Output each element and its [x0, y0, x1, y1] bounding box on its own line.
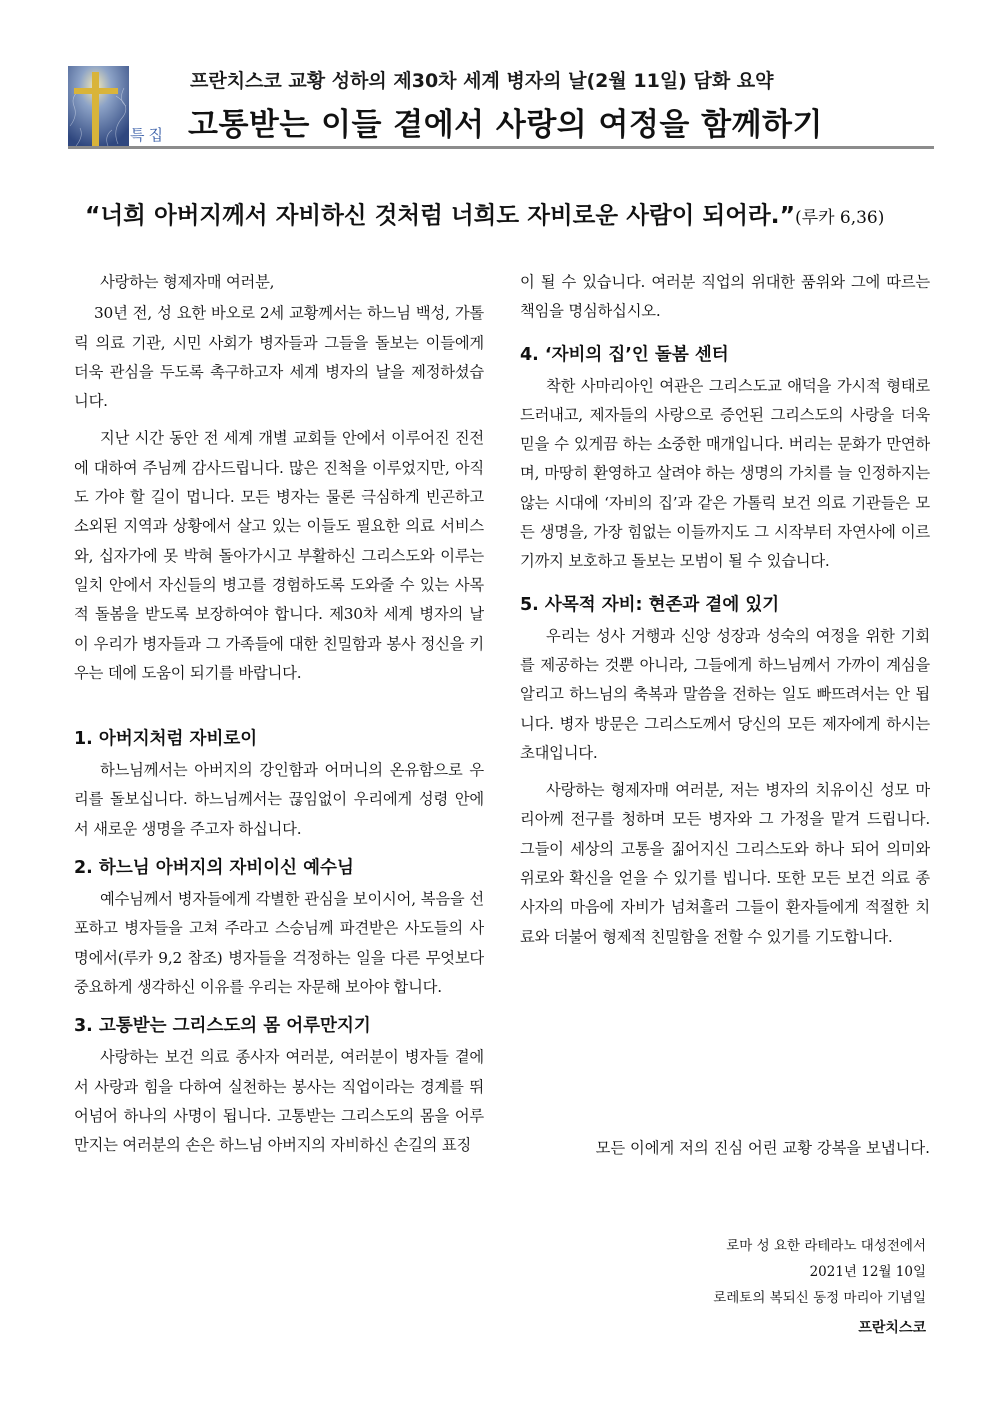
- signature-block: [600, 1233, 926, 1341]
- section-5-body: 우리는 성사 거행과 신앙 성장과 성숙의 여정을 위한 기회를 제공하는 것뿐 아니라, 그들에게 하느님께서 가까이 계심을 알리고 하느님의 축복과 말씀을 전하는 일도 빠뜨려서는 안 됩니다. 병자 방문은 그리스도께서 당신의 모든 제자에게 하시는 초대입니다.: [520, 626, 930, 762]
- section-5-title: 5. 사목적 자비: 현존과 곁에 있기: [520, 594, 780, 615]
- section-2-body: 예수님께서 병자들에게 각별한 관심을 보이시어, 복음을 선포하고 병자들을 고쳐 주라고 스승님께 파견받은 사도들의 사명에서(루카 9,2 참조) 병자들을 걱정하는 일을 다른 무엇보다 중요하게 생각하신 이유를 우리는 자문해 보아야 합니다.: [74, 890, 484, 996]
- paragraph-intro: 30년 전, 성 요한 바오로 2세 교황께서는 하느님 백성, 가톨릭 의료 기관, 시민 사회가 병자들과 그들을 돌보는 이들에게 더욱 관심을 두도록 촉구하고자 세계 병자의 날을 제정하셨습니다.: [74, 304, 484, 411]
- paragraph-progress: 지난 시간 동안 전 세계 개별 교회들 안에서 이루어진 진전에 대하여 주님께 감사드립니다. 많은 진척을 이루었지만, 아직도 가야 할 길이 멉니다. 모든 병자는 물론 극심하게 빈곤하고 소외된 지역과 상황에서 살고 있는 이들도 필요한 의료 서비스와, 십자가에 못 박혀 돌아가시고 부활하신 그리스도와 이루는 일치 안에서 자신들의 병고를 경험하도록 도와줄 수 있는 사목적 돌봄을 받도록 보장하여야 합니다. 제30차 세계 병자의 날이 우리가 병자들과 그 가족들에 대한 친밀함과 봉사 정신을 키우는 데에 도움이 되기를 바랍니다.: [74, 429, 484, 682]
- page-title: 고통받는 이들 곁에서 사랑의 여정을 함께하기: [188, 107, 823, 143]
- greeting: 사랑하는 형제자매 여러분,: [100, 273, 275, 291]
- paragraph-final: 사랑하는 형제자매 여러분, 저는 병자의 치유이신 성모 마리아께 전구를 청하며 모든 병자와 그 가정을 맡겨 드립니다. 그들이 세상의 고통을 짊어지신 그리스도와 하나 되어 의미와 위로와 확신을 얻을 수 있기를 빕니다. 또한 모든 보건 의료 종사자의 마음에 자비가 넘쳐흘러 그들이 환자들에게 적절한 치료와 더불어 형제적 친밀함을 전할 수 있기를 기도합니다.: [520, 781, 930, 946]
- section-3-continued: 이 될 수 있습니다. 여러분 직업의 위대한 품위와 그에 따르는 책임을 명심하십시오.: [520, 273, 930, 321]
- section-2-title: 2. 하느님 아버지의 자비이신 예수님: [74, 858, 354, 879]
- header-divider: [68, 146, 934, 149]
- subheading: 프란치스코 교황 성하의 제30차 세계 병자의 날(2월 11일) 담화 요약: [190, 70, 774, 92]
- signature-name: 프란치스코: [858, 1320, 926, 1336]
- section-tag: 특집: [130, 126, 167, 144]
- section-4-title: 4. ‘자비의 집’인 돌봄 센터: [520, 344, 729, 365]
- cross-window-icon: [68, 66, 129, 148]
- right-column: [520, 268, 930, 952]
- section-4-body: 착한 사마리아인 여관은 그리스도교 애덕을 가시적 형태로 드러내고, 제자들의 사랑으로 증언된 그리스도의 사랑을 더욱 믿을 수 있게끔 하는 소중한 매개입니다. 버리는 문화가 만연하며, 마땅히 환영하고 살려야 하는 생명의 가치를 늘 인정하지는 않는 시대에 ‘자비의 집’과 같은 가톨릭 보건 의료 기관들은 모든 생명을, 가장 힘없는 이들까지도 그 시작부터 자연사에 이르기까지 보호하고 돌보는 모범이 될 수 있습니다.: [520, 376, 930, 571]
- left-column: [74, 268, 484, 1160]
- signature-place: 로마 성 요한 라테라노 대성전에서: [726, 1238, 926, 1254]
- section-3-body: 사랑하는 보건 의료 종사자 여러분, 여러분이 병자들 곁에서 사랑과 힘을 다하여 실천하는 봉사는 직업이라는 경계를 뛰어넘어 하나의 사명이 됩니다. 고통받는 그리스도의 몸을 어루만지는 여러분의 손은 하느님 아버지의 자비하신 손길의 표징: [74, 1048, 484, 1155]
- scripture-quote: [85, 196, 925, 230]
- section-3-title: 3. 고통받는 그리스도의 몸 어루만지기: [74, 1016, 371, 1037]
- signature-feast: 로레토의 복되신 동정 마리아 기념일: [713, 1290, 926, 1306]
- quote-text: “너희 아버지께서 자비하신 것처럼 너희도 자비로운 사람이 되어라.”: [85, 201, 796, 229]
- signature-date: 2021년 12월 10일: [809, 1264, 926, 1280]
- section-1-body: 하느님께서는 아버지의 강인함과 어머니의 온유함으로 우리를 돌보십니다. 하느님께서는 끊임없이 우리에게 성령 안에서 새로운 생명을 주고자 하십니다.: [74, 761, 484, 838]
- closing-blessing: 모든 이에게 저의 진심 어린 교황 강복을 보냅니다.: [595, 1139, 930, 1157]
- section-1-title: 1. 아버지처럼 자비로이: [74, 729, 258, 750]
- quote-citation: (루카 6,36): [795, 208, 885, 228]
